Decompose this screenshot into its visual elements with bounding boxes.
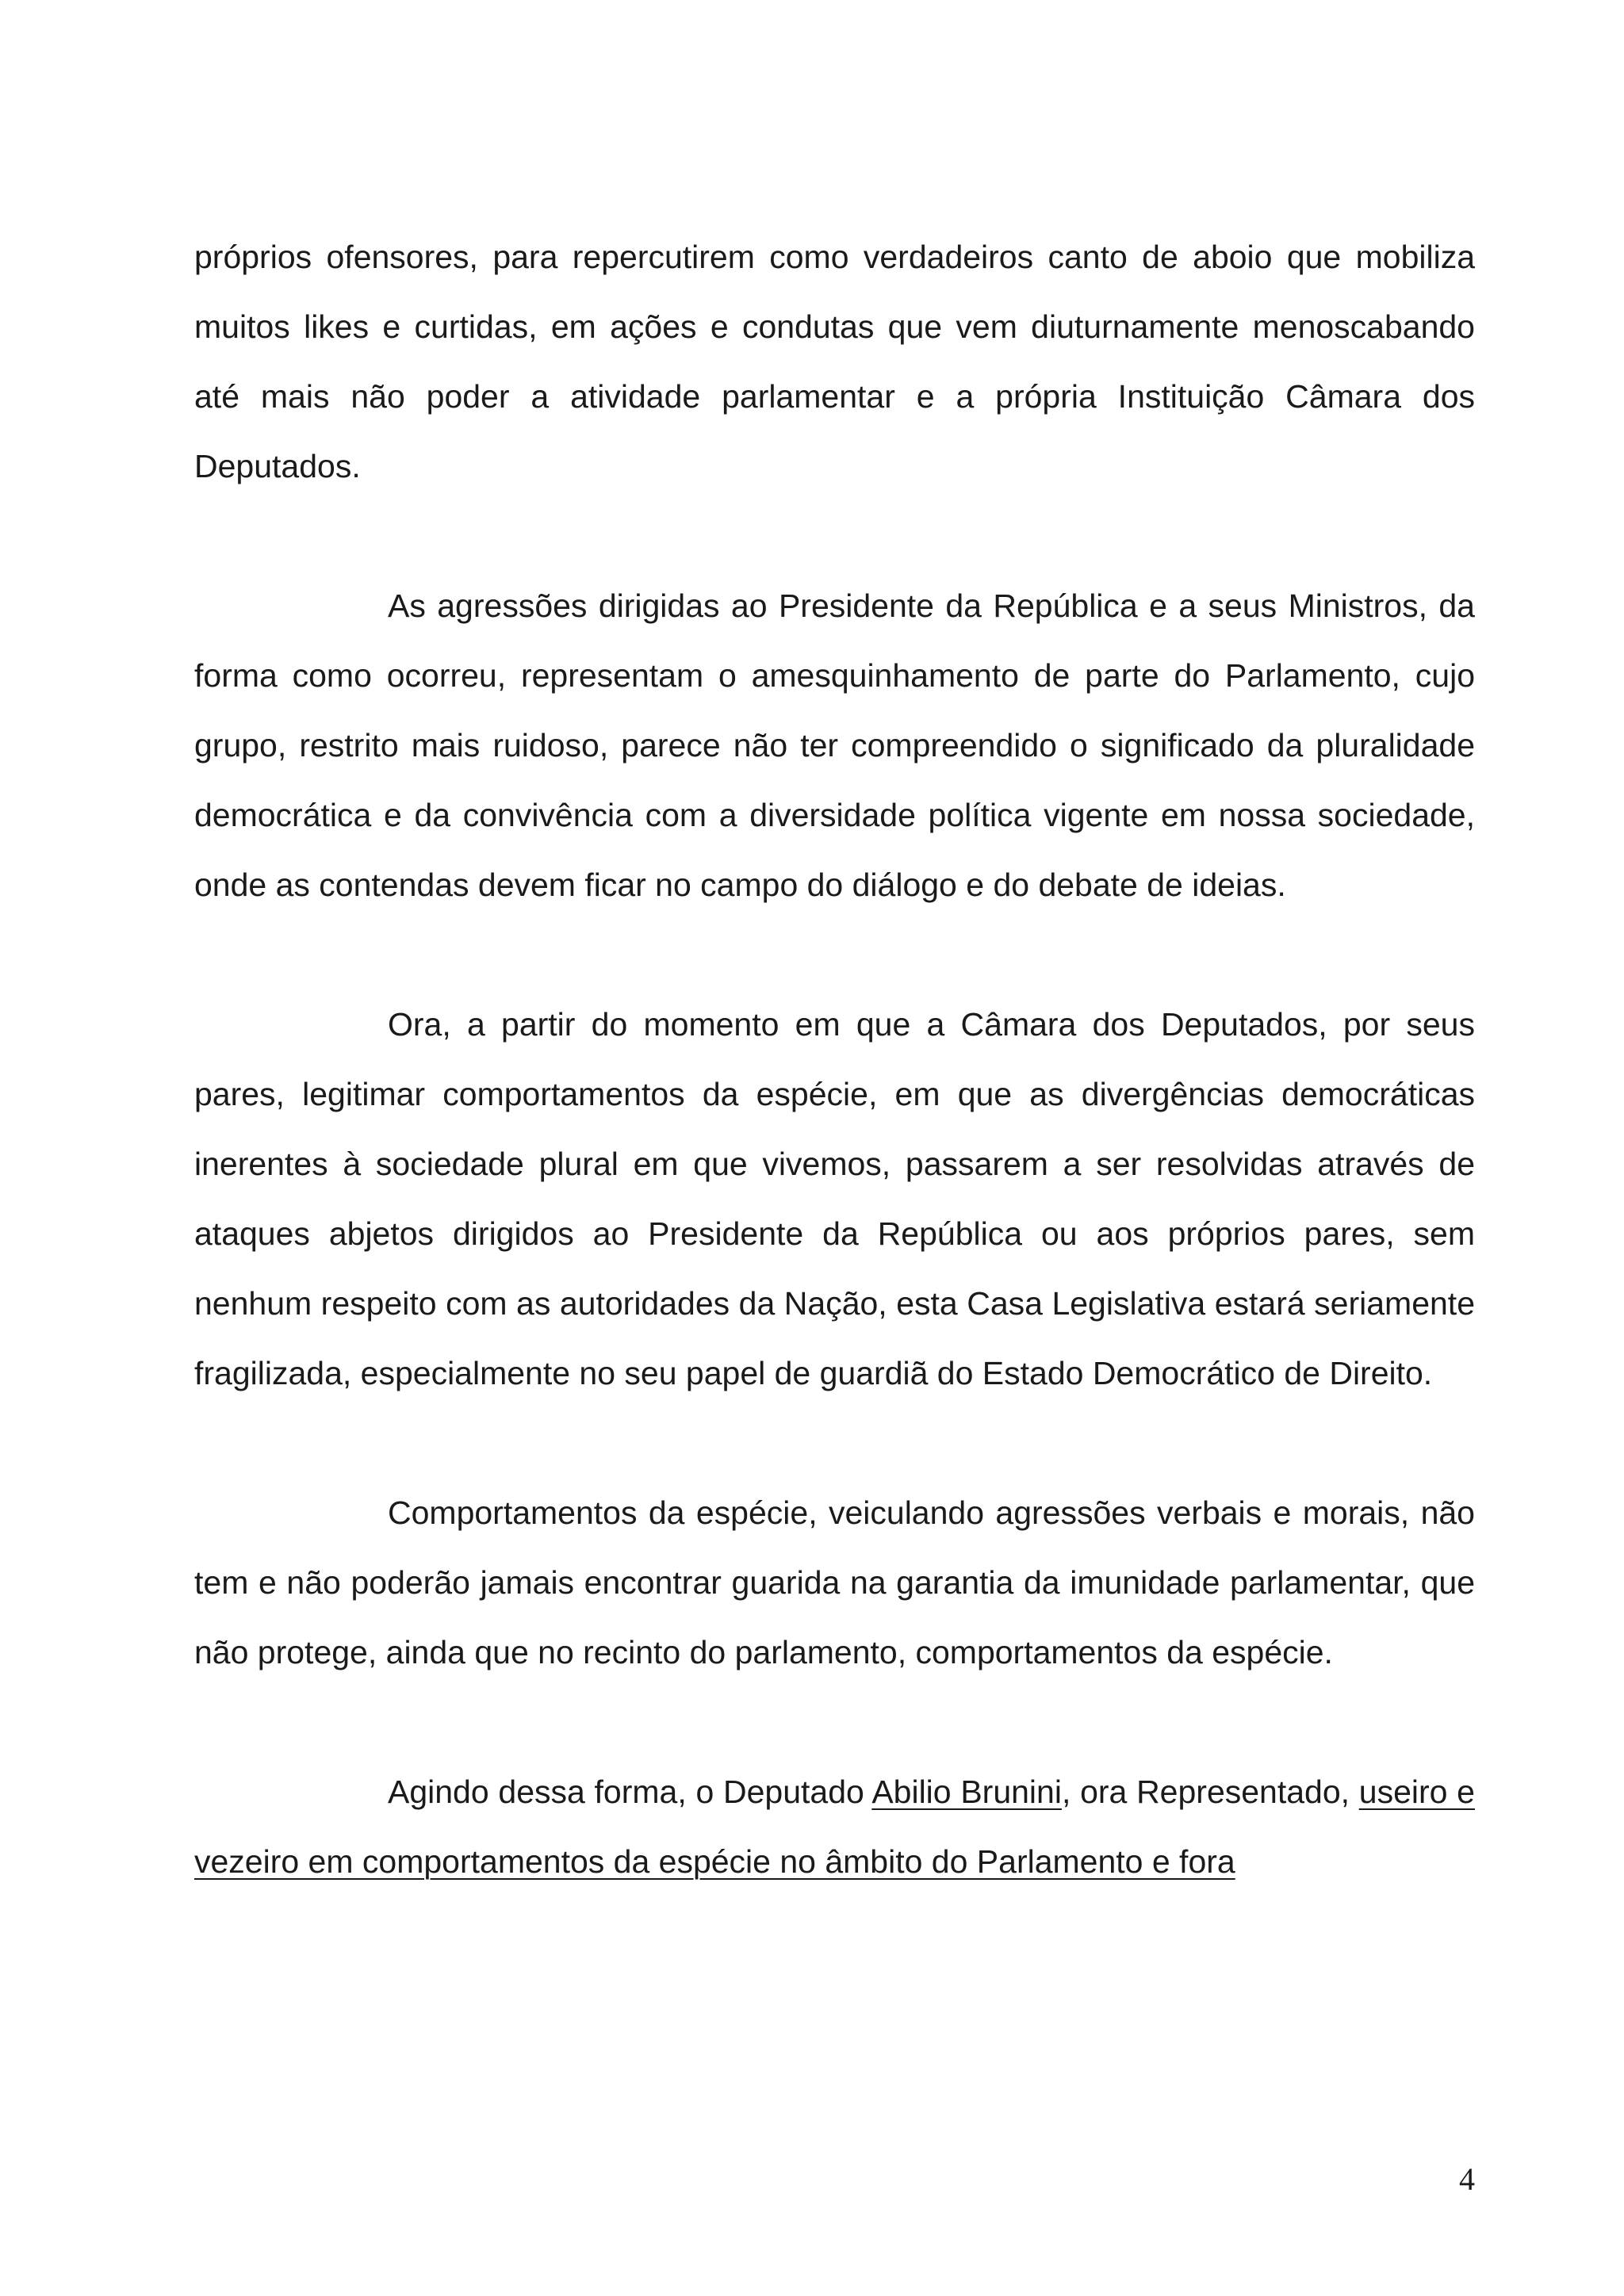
paragraph-1: próprios ofensores, para repercutirem como verdadeiros canto de aboio que mobiliza muitos likes e curtidas, em ações e condutas que vem diuturnamente menoscabando até mais não poder a atividade parlamentar e a própria Instituição Câmara dos Deputados.	[194, 239, 1475, 484]
paragraph-5-underlined-tail: useiro e vezeiro em comportamentos da espécie no âmbito do Parlamento e fora	[194, 1774, 1475, 1880]
paragraph-3: Ora, a partir do momento em que a Câmara dos Deputados, por seus pares, legitimar comportamentos da espécie, em que as divergências democráticas inerentes à sociedade plural em que vivemos, passarem a ser resolvidas através de ataques abjetos dirigidos ao Presidente da República ou aos próprios pares, sem nenhum respeito com as autoridades da Nação, esta Casa Legislativa estará seriamente fragilizada, especialmente no seu papel de guardiã do Estado Democrático de Direito.	[194, 1006, 1475, 1391]
paragraph-5-part2: , ora Representado,	[1061, 1774, 1359, 1810]
page-number: 4	[1459, 2161, 1475, 2197]
document-body	[194, 222, 1475, 1896]
deputy-name: Abilio Brunini	[871, 1774, 1062, 1810]
paragraph-2: As agressões dirigidas ao Presidente da República e a seus Ministros, da forma como ocorreu, representam o amesquinhamento de parte do Parlamento, cujo grupo, restrito mais ruidoso, parece não ter compreendido o significado da pluralidade democrática e da convivência com a diversidade política vigente em nossa sociedade, onde as contendas devem ficar no campo do diálogo e do debate de ideias.	[194, 587, 1475, 903]
paragraph-5-part1: Agindo dessa forma, o Deputado	[388, 1774, 872, 1810]
paragraph-5	[194, 1757, 1475, 1896]
paragraph-4: Comportamentos da espécie, veiculando agressões verbais e morais, não tem e não poderão jamais encontrar guarida na garantia da imunidade parlamentar, que não protege, ainda que no recinto do parlamento, comportamentos da espécie.	[194, 1494, 1475, 1670]
